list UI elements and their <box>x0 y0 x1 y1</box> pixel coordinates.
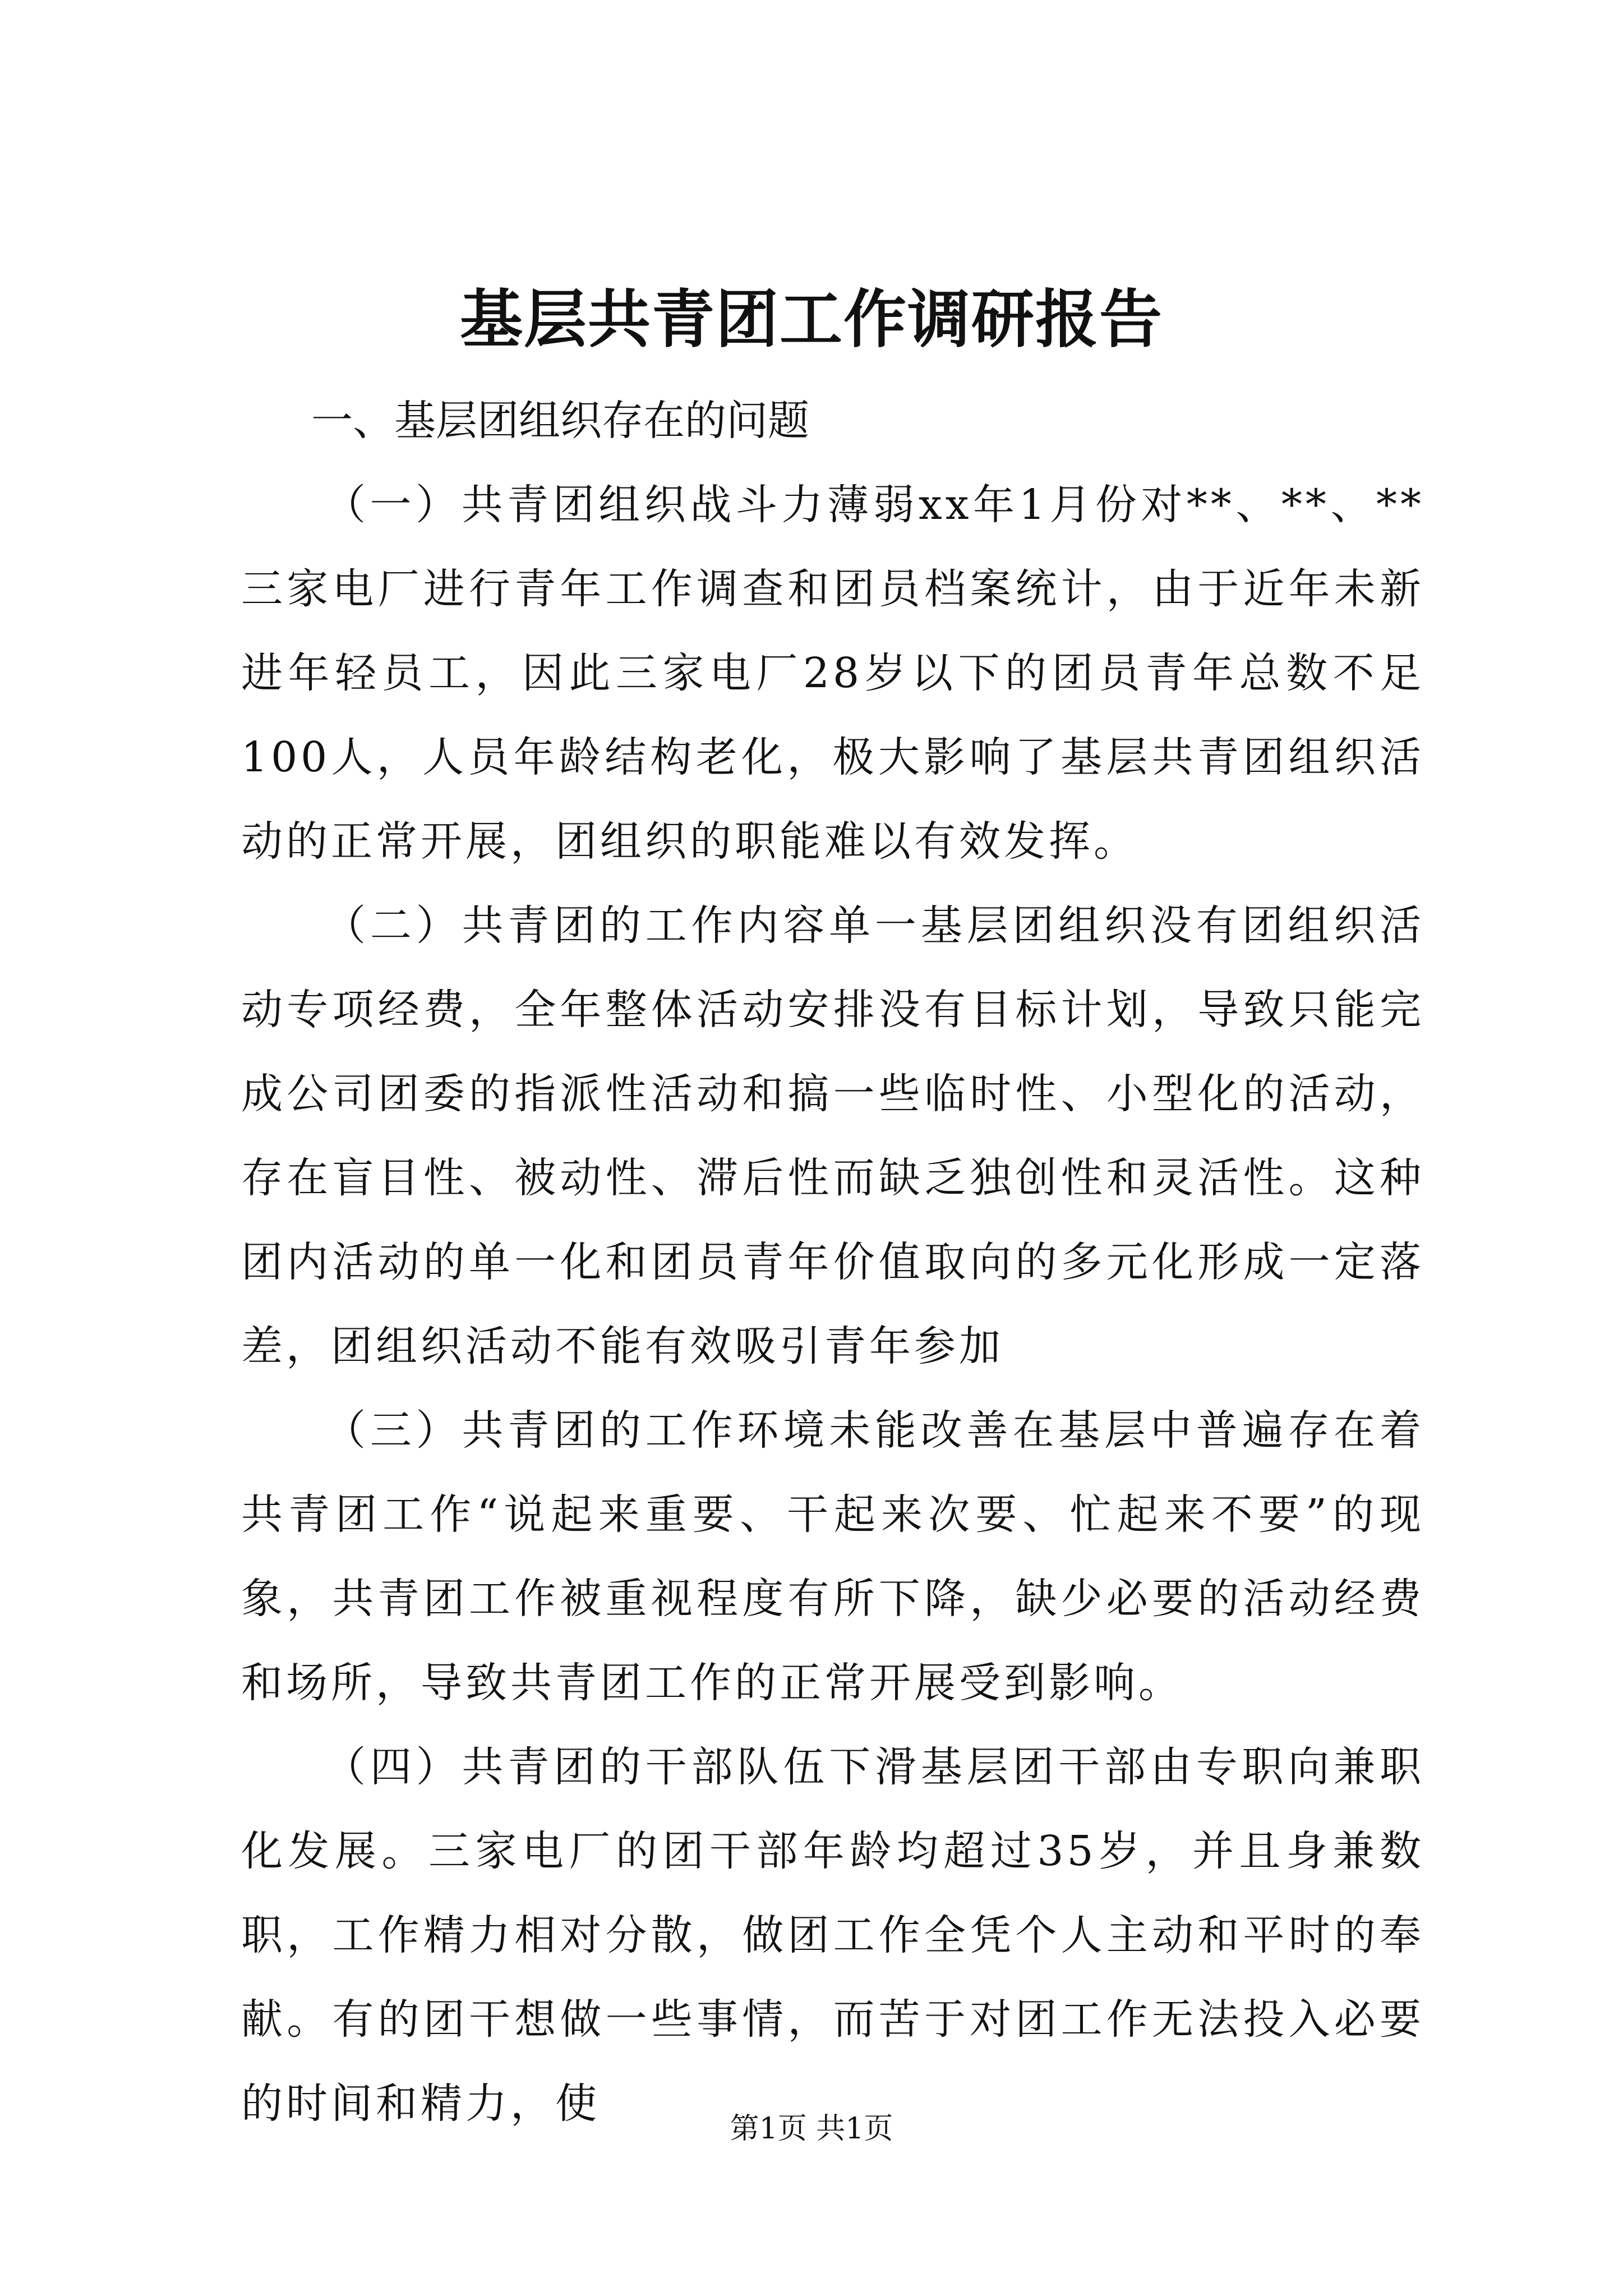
paragraph-3: （三）共青团的工作环境未能改善在基层中普遍存在着共青团工作“说起来重要、干起来次要、忙起来不要”的现象，共青团工作被重视程度有所下降，缺少必要的活动经费和场所，导致共青团工作的正常开展受到影响。 <box>241 1406 1424 1707</box>
paragraph-4: （四）共青团的干部队伍下滑基层团干部由专职向兼职化发展。三家电厂的团干部年龄均超过35岁，并且身兼数职，工作精力相对分散，做团工作全凭个人主动和平时的奉献。有的团干想做一些事情，而苦于对团工作无法投入必要的时间和精力，使 <box>241 1743 1424 2128</box>
page-footer: 第1页 共1页 <box>730 2112 893 2146</box>
document-body <box>241 379 1424 2146</box>
section-heading: 一、基层团组织存在的问题 <box>311 397 809 445</box>
paragraph-2: （二）共青团的工作内容单一基层团组织没有团组织活动专项经费，全年整体活动安排没有目标计划，导致只能完成公司团委的指派性活动和搞一些临时性、小型化的活动，存在盲目性、被动性、滞后性而缺乏独创性和灵活性。这种团内活动的单一化和团员青年价值取向的多元化形成一定落差，团组织活动不能有效吸引青年参加 <box>241 901 1424 1370</box>
document-title: 基层共青团工作调研报告 <box>460 283 1163 356</box>
paragraph-1: （一）共青团组织战斗力薄弱xx年1月份对**、**、**三家电厂进行青年工作调查和团员档案统计，由于近年未新进年轻员工，因此三家电厂28岁以下的团员青年总数不足100人，人员年龄结构老化，极大影响了基层共青团组织活动的正常开展，团组织的职能难以有效发挥。 <box>241 481 1424 866</box>
